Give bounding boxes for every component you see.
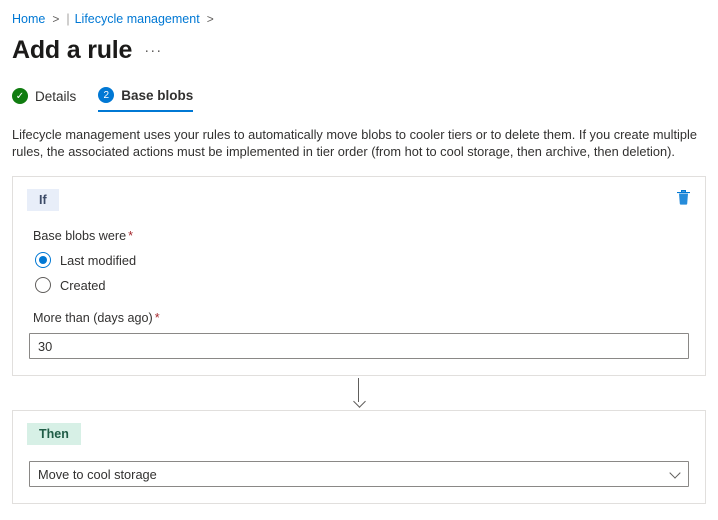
more-actions-button[interactable]: ··· <box>144 42 163 59</box>
radio-last-modified-label: Last modified <box>60 252 137 268</box>
breadcrumb-home-link[interactable]: Home <box>12 12 46 26</box>
action-select-wrapper <box>29 461 689 487</box>
if-card-header <box>27 189 691 211</box>
tab-base-blobs-label: Base blobs <box>121 87 194 103</box>
breadcrumb-lifecycle-management-link[interactable]: Lifecycle management <box>74 12 200 26</box>
breadcrumb-separator-2: > <box>206 12 214 26</box>
more-than-days-text: More than (days ago) <box>33 311 153 325</box>
then-action-card <box>12 410 706 504</box>
flow-connector <box>12 376 706 410</box>
required-indicator-days: * <box>154 311 160 325</box>
step-number-badge: 2 <box>98 87 114 103</box>
action-select-value: Move to cool storage <box>38 466 157 482</box>
breadcrumb-divider: | <box>66 12 70 26</box>
radio-created[interactable] <box>35 277 691 293</box>
tab-details-label: Details <box>35 88 77 104</box>
radio-button-icon-created[interactable] <box>35 277 51 293</box>
radio-button-icon-last-modified[interactable] <box>35 252 51 268</box>
breadcrumb-separator-1: > <box>52 12 60 26</box>
if-condition-card <box>12 176 706 376</box>
delete-rule-icon[interactable] <box>676 189 691 208</box>
days-input-wrapper <box>29 333 689 359</box>
days-ago-input[interactable] <box>29 333 689 359</box>
description-text: Lifecycle management uses your rules to automatically move blobs to cooler tiers or to delete them. If you create multiple rules, the associated actions must be implemented in tier order (from hot to cool storage, then archive, then deletion). <box>12 127 697 159</box>
more-than-days-label <box>33 311 691 325</box>
base-blobs-were-text: Base blobs were <box>33 229 127 243</box>
page-title: Add a rule <box>12 36 133 64</box>
radio-created-label: Created <box>60 277 106 293</box>
action-select[interactable] <box>29 461 689 487</box>
title-row <box>12 36 706 65</box>
then-card-header <box>27 423 691 445</box>
radio-last-modified[interactable] <box>35 252 691 268</box>
breadcrumb <box>12 10 706 28</box>
tab-details[interactable] <box>12 88 76 111</box>
then-pill-label: Then <box>27 423 81 445</box>
required-indicator: * <box>128 229 134 243</box>
tab-base-blobs[interactable] <box>98 87 193 112</box>
check-icon: ✓ <box>12 88 28 104</box>
down-arrow-icon <box>354 378 364 408</box>
base-blobs-were-label <box>33 229 691 243</box>
if-pill-label: If <box>27 189 59 211</box>
wizard-tabs <box>12 87 706 112</box>
